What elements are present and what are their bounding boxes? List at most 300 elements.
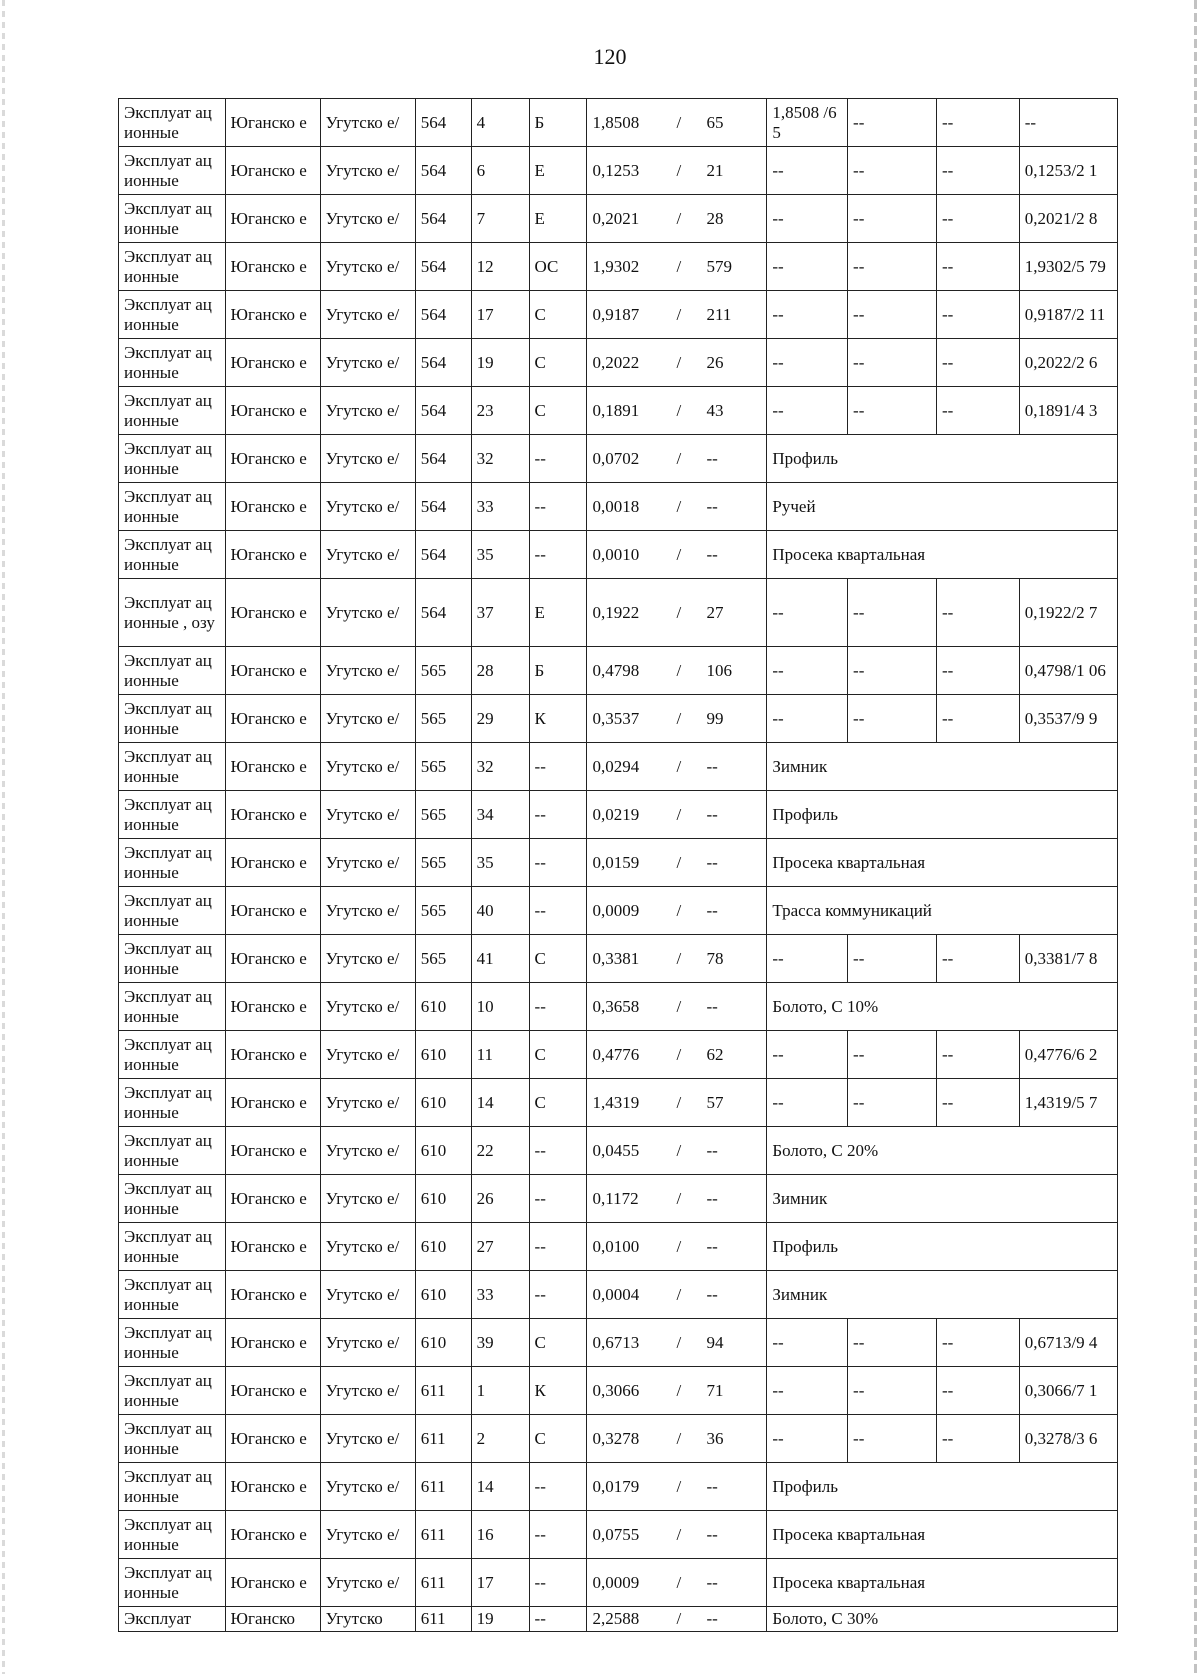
table-row — [119, 1031, 1118, 1079]
area-volume-cell — [587, 1415, 767, 1463]
cutting-type-1-cell: -- — [767, 339, 848, 387]
table-row — [119, 1559, 1118, 1607]
plot-cell: 14 — [471, 1079, 529, 1127]
district-cell: Угутско е/ — [320, 579, 415, 647]
quarter-cell: 564 — [415, 579, 471, 647]
plot-cell: 11 — [471, 1031, 529, 1079]
species-cell: С — [529, 1415, 587, 1463]
cutting-type-3-cell: -- — [936, 99, 1019, 147]
quarter-cell: 611 — [415, 1511, 471, 1559]
table-row — [119, 99, 1118, 147]
table-row — [119, 1271, 1118, 1319]
category-cell: Эксплуат ационные — [119, 1463, 226, 1511]
area-value: 2,2588 — [592, 1609, 640, 1628]
area-separator: / — [676, 1428, 682, 1448]
plot-cell: 22 — [471, 1127, 529, 1175]
table-row — [119, 195, 1118, 243]
cutting-type-1-cell: -- — [767, 291, 848, 339]
quarter-cell: 610 — [415, 1079, 471, 1127]
plot-cell: 27 — [471, 1223, 529, 1271]
district-cell: Угутско е/ — [320, 1367, 415, 1415]
cutting-type-3-cell: -- — [936, 339, 1019, 387]
species-cell: -- — [529, 887, 587, 935]
area-volume-cell — [587, 1079, 767, 1127]
forestry-cell: Юганско е — [225, 1511, 320, 1559]
species-cell: С — [529, 387, 587, 435]
category-cell: Эксплуат ационные — [119, 531, 226, 579]
plot-cell: 41 — [471, 935, 529, 983]
forestry-cell: Юганско е — [225, 1271, 320, 1319]
quarter-cell: 611 — [415, 1415, 471, 1463]
area-separator: / — [676, 352, 682, 372]
plot-cell: 17 — [471, 1559, 529, 1607]
land-type-note: Зимник — [767, 743, 1118, 791]
cutting-type-2-cell: -- — [848, 99, 937, 147]
table-row — [119, 243, 1118, 291]
scan-edge-right — [1194, 0, 1197, 1674]
land-type-note: Профиль — [767, 435, 1118, 483]
forestry-cell: Юганско е — [225, 1559, 320, 1607]
species-cell: -- — [529, 435, 587, 483]
area-volume-cell — [587, 647, 767, 695]
category-cell: Эксплуат ационные — [119, 243, 226, 291]
quarter-cell: 565 — [415, 647, 471, 695]
area-volume-cell — [587, 1271, 767, 1319]
plot-cell: 1 — [471, 1367, 529, 1415]
species-cell: -- — [529, 1175, 587, 1223]
area-volume-cell — [587, 195, 767, 243]
quarter-cell: 611 — [415, 1559, 471, 1607]
district-cell: Угутско е/ — [320, 1127, 415, 1175]
species-cell: -- — [529, 983, 587, 1031]
district-cell: Угутско е/ — [320, 483, 415, 531]
area-value: 0,4798 — [592, 660, 640, 680]
table-row — [119, 1223, 1118, 1271]
district-cell: Угутско е/ — [320, 291, 415, 339]
species-cell: -- — [529, 1223, 587, 1271]
table-row — [119, 1463, 1118, 1511]
plot-cell: 17 — [471, 291, 529, 339]
district-cell: Угутско е/ — [320, 1559, 415, 1607]
area-value: 0,0219 — [592, 804, 640, 824]
category-cell: Эксплуат ационные — [119, 791, 226, 839]
species-cell: -- — [529, 1607, 587, 1632]
quarter-cell: 564 — [415, 99, 471, 147]
area-separator: / — [676, 1140, 682, 1160]
forestry-cell: Юганско е — [225, 695, 320, 743]
plot-cell: 2 — [471, 1415, 529, 1463]
plot-cell: 33 — [471, 483, 529, 531]
area-value: 0,1253 — [592, 160, 640, 180]
area-value: 0,0018 — [592, 496, 640, 516]
area-value: 0,0010 — [592, 544, 640, 564]
area-value: 1,8508 — [592, 112, 640, 132]
district-cell: Угутско е/ — [320, 791, 415, 839]
forestry-cell: Юганско е — [225, 435, 320, 483]
area-separator: / — [676, 1092, 682, 1112]
category-cell: Эксплуат ационные — [119, 483, 226, 531]
cutting-type-2-cell: -- — [848, 195, 937, 243]
cutting-type-4-cell: 0,6713/9 4 — [1019, 1319, 1117, 1367]
cutting-type-1-cell: -- — [767, 195, 848, 243]
area-volume-cell — [587, 743, 767, 791]
category-cell: Эксплуат ационные — [119, 887, 226, 935]
category-cell: Эксплуат ационные — [119, 1031, 226, 1079]
area-volume-cell — [587, 887, 767, 935]
cutting-type-4-cell: 0,2021/2 8 — [1019, 195, 1117, 243]
cutting-type-4-cell: 0,1253/2 1 — [1019, 147, 1117, 195]
cutting-type-2-cell: -- — [848, 695, 937, 743]
quarter-cell: 564 — [415, 243, 471, 291]
volume-value: -- — [706, 1572, 718, 1592]
species-cell: С — [529, 339, 587, 387]
volume-value: -- — [706, 996, 718, 1016]
area-separator: / — [676, 852, 682, 872]
species-cell: -- — [529, 743, 587, 791]
volume-value: 99 — [706, 708, 724, 728]
area-separator: / — [676, 756, 682, 776]
species-cell: Е — [529, 195, 587, 243]
area-separator: / — [676, 448, 682, 468]
scan-edge-left — [2, 0, 5, 1674]
land-type-note: Просека квартальная — [767, 839, 1118, 887]
area-separator: / — [676, 1524, 682, 1544]
cutting-type-4-cell: 0,4776/6 2 — [1019, 1031, 1117, 1079]
forestry-cell: Юганско е — [225, 1319, 320, 1367]
table-row — [119, 1175, 1118, 1223]
quarter-cell: 565 — [415, 887, 471, 935]
category-cell: Эксплуат ационные — [119, 195, 226, 243]
plot-cell: 29 — [471, 695, 529, 743]
volume-value: 71 — [706, 1380, 724, 1400]
species-cell: Е — [529, 579, 587, 647]
cutting-type-1-cell: -- — [767, 1415, 848, 1463]
area-separator: / — [676, 1236, 682, 1256]
area-value: 0,1922 — [592, 602, 640, 622]
area-volume-cell — [587, 339, 767, 387]
table-row — [119, 647, 1118, 695]
district-cell: Угутско е/ — [320, 1223, 415, 1271]
land-type-note: Профиль — [767, 1463, 1118, 1511]
forestry-cell: Юганско е — [225, 579, 320, 647]
volume-value: -- — [706, 448, 718, 468]
cutting-type-1-cell: -- — [767, 935, 848, 983]
quarter-cell: 564 — [415, 339, 471, 387]
plot-cell: 6 — [471, 147, 529, 195]
cutting-type-4-cell: 1,9302/5 79 — [1019, 243, 1117, 291]
category-cell: Эксплуат ационные — [119, 387, 226, 435]
category-cell: Эксплуат ационные — [119, 291, 226, 339]
cutting-type-4-cell: 0,2022/2 6 — [1019, 339, 1117, 387]
volume-value: 78 — [706, 948, 724, 968]
category-cell: Эксплуат ационные — [119, 1271, 226, 1319]
quarter-cell: 564 — [415, 147, 471, 195]
cutting-type-3-cell: -- — [936, 1415, 1019, 1463]
species-cell: -- — [529, 483, 587, 531]
district-cell: Угутско е/ — [320, 743, 415, 791]
land-type-note: Трасса коммуникаций — [767, 887, 1118, 935]
land-type-note: Профиль — [767, 791, 1118, 839]
area-volume-cell — [587, 983, 767, 1031]
area-value: 0,0009 — [592, 900, 640, 920]
area-separator: / — [676, 112, 682, 132]
cutting-type-1-cell: -- — [767, 579, 848, 647]
cutting-type-2-cell: -- — [848, 339, 937, 387]
cutting-type-4-cell: 0,9187/2 11 — [1019, 291, 1117, 339]
cutting-type-3-cell: -- — [936, 695, 1019, 743]
area-value: 0,9187 — [592, 304, 640, 324]
area-volume-cell — [587, 935, 767, 983]
district-cell: Угутско — [320, 1607, 415, 1632]
category-cell: Эксплуат ационные — [119, 1223, 226, 1271]
cutting-type-2-cell: -- — [848, 243, 937, 291]
forestry-cell: Юганско е — [225, 887, 320, 935]
district-cell: Угутско е/ — [320, 1415, 415, 1463]
district-cell: Угутско е/ — [320, 887, 415, 935]
area-value: 0,0179 — [592, 1476, 640, 1496]
cutting-type-3-cell: -- — [936, 1367, 1019, 1415]
area-volume-cell — [587, 291, 767, 339]
species-cell: С — [529, 291, 587, 339]
area-separator: / — [676, 900, 682, 920]
volume-value: -- — [706, 1284, 718, 1304]
table-body — [119, 99, 1118, 1632]
table-row — [119, 1607, 1118, 1632]
forestry-cell: Юганско е — [225, 1127, 320, 1175]
area-separator: / — [676, 804, 682, 824]
area-separator: / — [676, 160, 682, 180]
species-cell: С — [529, 1031, 587, 1079]
district-cell: Угутско е/ — [320, 1175, 415, 1223]
category-cell: Эксплуат ационные — [119, 839, 226, 887]
volume-value: -- — [706, 900, 718, 920]
plot-cell: 39 — [471, 1319, 529, 1367]
category-cell: Эксплуат ационные — [119, 1367, 226, 1415]
area-volume-cell — [587, 483, 767, 531]
volume-value: 28 — [706, 208, 724, 228]
cutting-type-3-cell: -- — [936, 195, 1019, 243]
area-volume-cell — [587, 839, 767, 887]
district-cell: Угутско е/ — [320, 1511, 415, 1559]
plot-cell: 14 — [471, 1463, 529, 1511]
district-cell: Угутско е/ — [320, 147, 415, 195]
cutting-type-1-cell: -- — [767, 695, 848, 743]
plot-cell: 34 — [471, 791, 529, 839]
cutting-type-1-cell: -- — [767, 1031, 848, 1079]
area-separator: / — [676, 948, 682, 968]
cutting-type-2-cell: -- — [848, 935, 937, 983]
species-cell: С — [529, 1079, 587, 1127]
quarter-cell: 610 — [415, 1175, 471, 1223]
category-cell: Эксплуат ационные — [119, 647, 226, 695]
area-value: 0,3381 — [592, 948, 640, 968]
quarter-cell: 564 — [415, 387, 471, 435]
forestry-cell: Юганско е — [225, 147, 320, 195]
district-cell: Угутско е/ — [320, 99, 415, 147]
area-value: 0,0702 — [592, 448, 640, 468]
species-cell: К — [529, 1367, 587, 1415]
volume-value: 65 — [706, 112, 724, 132]
category-cell: Эксплуат ационные — [119, 983, 226, 1031]
volume-value: 579 — [706, 256, 732, 276]
forestry-cell: Юганско — [225, 1607, 320, 1632]
area-separator: / — [676, 1572, 682, 1592]
table-row — [119, 291, 1118, 339]
quarter-cell: 610 — [415, 1319, 471, 1367]
volume-value: 57 — [706, 1092, 724, 1112]
volume-value: 27 — [706, 602, 724, 622]
area-value: 1,4319 — [592, 1092, 640, 1112]
cutting-type-3-cell: -- — [936, 579, 1019, 647]
cutting-type-2-cell: -- — [848, 647, 937, 695]
district-cell: Угутско е/ — [320, 387, 415, 435]
plot-cell: 23 — [471, 387, 529, 435]
land-type-note: Ручей — [767, 483, 1118, 531]
table-row — [119, 743, 1118, 791]
table-row — [119, 435, 1118, 483]
area-separator: / — [676, 400, 682, 420]
forestry-cell: Юганско е — [225, 1463, 320, 1511]
district-cell: Угутско е/ — [320, 435, 415, 483]
area-volume-cell — [587, 1511, 767, 1559]
table-row — [119, 1511, 1118, 1559]
volume-value: -- — [706, 496, 718, 516]
table-row — [119, 387, 1118, 435]
cutting-type-1-cell: -- — [767, 147, 848, 195]
plot-cell: 4 — [471, 99, 529, 147]
cutting-type-4-cell: 0,3381/7 8 — [1019, 935, 1117, 983]
forestry-cell: Юганско е — [225, 1031, 320, 1079]
table-row — [119, 983, 1118, 1031]
volume-value: -- — [706, 852, 718, 872]
cutting-type-3-cell: -- — [936, 1079, 1019, 1127]
land-type-note: Болото, С 10% — [767, 983, 1118, 1031]
land-type-note: Просека квартальная — [767, 531, 1118, 579]
species-cell: -- — [529, 839, 587, 887]
area-separator: / — [676, 1609, 682, 1628]
area-volume-cell — [587, 579, 767, 647]
plot-cell: 40 — [471, 887, 529, 935]
forestry-cell: Юганско е — [225, 291, 320, 339]
volume-value: -- — [706, 1140, 718, 1160]
area-separator: / — [676, 1332, 682, 1352]
page-number: 120 — [593, 44, 627, 69]
cutting-type-3-cell: -- — [936, 147, 1019, 195]
plot-cell: 37 — [471, 579, 529, 647]
cutting-type-3-cell: -- — [936, 291, 1019, 339]
quarter-cell: 610 — [415, 983, 471, 1031]
quarter-cell: 610 — [415, 1031, 471, 1079]
forestry-cell: Юганско е — [225, 195, 320, 243]
quarter-cell: 610 — [415, 1271, 471, 1319]
table-row — [119, 1367, 1118, 1415]
forestry-cell: Юганско е — [225, 483, 320, 531]
volume-value: 106 — [706, 660, 732, 680]
cutting-type-2-cell: -- — [848, 1079, 937, 1127]
district-cell: Угутско е/ — [320, 1031, 415, 1079]
category-cell: Эксплуат ационные — [119, 1415, 226, 1463]
quarter-cell: 565 — [415, 935, 471, 983]
area-value: 0,0009 — [592, 1572, 640, 1592]
land-type-note: Просека квартальная — [767, 1559, 1118, 1607]
forestry-cell: Юганско е — [225, 791, 320, 839]
category-cell: Эксплуат ационные — [119, 935, 226, 983]
district-cell: Угутско е/ — [320, 1319, 415, 1367]
area-value: 0,0294 — [592, 756, 640, 776]
plot-cell: 7 — [471, 195, 529, 243]
table-row — [119, 531, 1118, 579]
volume-value: -- — [706, 1476, 718, 1496]
area-value: 0,3278 — [592, 1428, 640, 1448]
area-volume-cell — [587, 791, 767, 839]
volume-value: 36 — [706, 1428, 724, 1448]
volume-value: 26 — [706, 352, 724, 372]
district-cell: Угутско е/ — [320, 839, 415, 887]
species-cell: -- — [529, 1559, 587, 1607]
volume-value: 211 — [706, 304, 732, 324]
species-cell: ОС — [529, 243, 587, 291]
district-cell: Угутско е/ — [320, 983, 415, 1031]
district-cell: Угутско е/ — [320, 1079, 415, 1127]
category-cell: Эксплуат ационные — [119, 435, 226, 483]
table-row — [119, 1319, 1118, 1367]
area-value: 0,0755 — [592, 1524, 640, 1544]
cutting-type-4-cell: 0,1891/4 3 — [1019, 387, 1117, 435]
cutting-type-2-cell: -- — [848, 1031, 937, 1079]
area-value: 0,3658 — [592, 996, 640, 1016]
forestry-cell: Юганско е — [225, 243, 320, 291]
area-separator: / — [676, 256, 682, 276]
quarter-cell: 564 — [415, 483, 471, 531]
species-cell: Б — [529, 647, 587, 695]
land-type-note: Профиль — [767, 1223, 1118, 1271]
volume-value: 43 — [706, 400, 724, 420]
cutting-type-2-cell: -- — [848, 1367, 937, 1415]
forestry-cell: Юганско е — [225, 1415, 320, 1463]
category-cell: Эксплуат ационные — [119, 1319, 226, 1367]
area-value: 0,0159 — [592, 852, 640, 872]
district-cell: Угутско е/ — [320, 695, 415, 743]
species-cell: С — [529, 1319, 587, 1367]
area-separator: / — [676, 544, 682, 564]
area-value: 0,0455 — [592, 1140, 640, 1160]
plot-cell: 10 — [471, 983, 529, 1031]
land-type-note: Зимник — [767, 1175, 1118, 1223]
forestry-cell: Юганско е — [225, 1079, 320, 1127]
cutting-type-1-cell: -- — [767, 1319, 848, 1367]
quarter-cell: 565 — [415, 839, 471, 887]
table-row — [119, 339, 1118, 387]
cutting-type-1-cell: -- — [767, 243, 848, 291]
forestry-cell: Юганско е — [225, 1367, 320, 1415]
category-cell: Эксплуат ационные — [119, 743, 226, 791]
quarter-cell: 564 — [415, 195, 471, 243]
plot-cell: 33 — [471, 1271, 529, 1319]
category-cell: Эксплуат ационные — [119, 695, 226, 743]
plot-cell: 19 — [471, 1607, 529, 1632]
species-cell: -- — [529, 1127, 587, 1175]
area-volume-cell — [587, 1463, 767, 1511]
land-type-note: Болото, С 20% — [767, 1127, 1118, 1175]
area-separator: / — [676, 1188, 682, 1208]
area-volume-cell — [587, 387, 767, 435]
quarter-cell: 565 — [415, 743, 471, 791]
species-cell: С — [529, 935, 587, 983]
area-separator: / — [676, 1380, 682, 1400]
table-row — [119, 839, 1118, 887]
district-cell: Угутско е/ — [320, 195, 415, 243]
table-row — [119, 1415, 1118, 1463]
